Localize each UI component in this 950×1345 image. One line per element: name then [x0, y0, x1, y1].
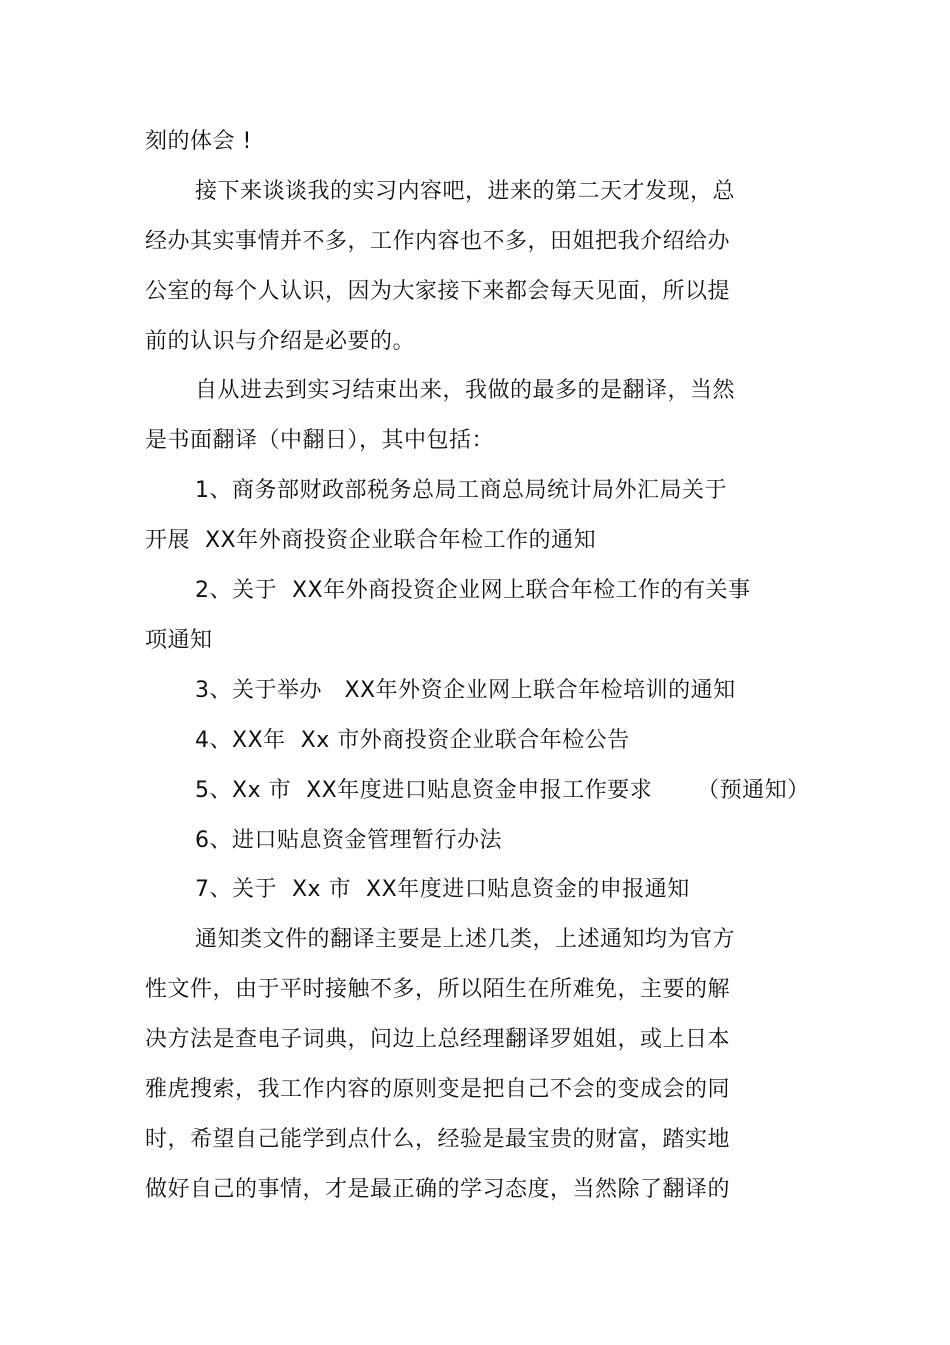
text-line-11: 雅虎搜索，我工作内容的原则变是把自己不会的变成会的同: [145, 1077, 731, 1102]
text-line-13: 做好自己的事情，才是最正确的学习态度，当然除了翻译的: [145, 1177, 731, 1202]
list-item-2-line-2: 项通知: [145, 628, 213, 653]
list-item-4: 4、XX年 Xx 市外商投资企业联合年检公告: [195, 728, 630, 753]
text-line-4: 公室的每个人认识，因为大家接下来都会每天见面，所以提: [145, 279, 731, 304]
text-line-7: 是书面翻译（中翻日），其中包括：: [145, 428, 495, 453]
list-item-6: 6、进口贴息资金管理暂行办法: [195, 828, 502, 853]
text-line-2: 接下来谈谈我的实习内容吧，进来的第二天才发现，总: [195, 179, 736, 204]
list-item-1-line-1: 1、商务部财政部税务总局工商总局统计局外汇局关于: [195, 478, 727, 503]
text-line-3: 经办其实事情并不多，工作内容也不多，田姐把我介绍给办: [145, 229, 731, 254]
list-item-7: 7、关于 Xx 市 XX年度进口贴息资金的申报通知: [195, 877, 690, 902]
text-line-8: 通知类文件的翻译主要是上述几类，上述通知均为官方: [195, 927, 736, 952]
text-line-1: 刻的体会 !: [145, 129, 252, 154]
list-item-1-line-2: 开展 XX年外商投资企业联合年检工作的通知: [145, 528, 597, 553]
text-line-9: 性文件，由于平时接触不多，所以陌生在所难免，主要的解: [145, 977, 731, 1002]
list-item-3: 3、关于举办 XX年外资企业网上联合年检培训的通知: [195, 678, 736, 703]
list-item-5: 5、Xx 市 XX年度进口贴息资金申报工作要求 （预通知）: [195, 778, 810, 803]
list-item-2-line-1: 2、关于 XX年外商投资企业网上联合年检工作的有关事: [195, 578, 751, 603]
text-line-6: 自从进去到实习结束出来，我做的最多的是翻译，当然: [195, 378, 736, 403]
text-line-10: 决方法是查电子词典，问边上总经理翻译罗姐姐，或上日本: [145, 1027, 731, 1052]
text-line-12: 时，希望自己能学到点什么，经验是最宝贵的财富，踏实地: [145, 1127, 731, 1152]
text-line-5: 前的认识与介绍是必要的。: [145, 329, 416, 354]
